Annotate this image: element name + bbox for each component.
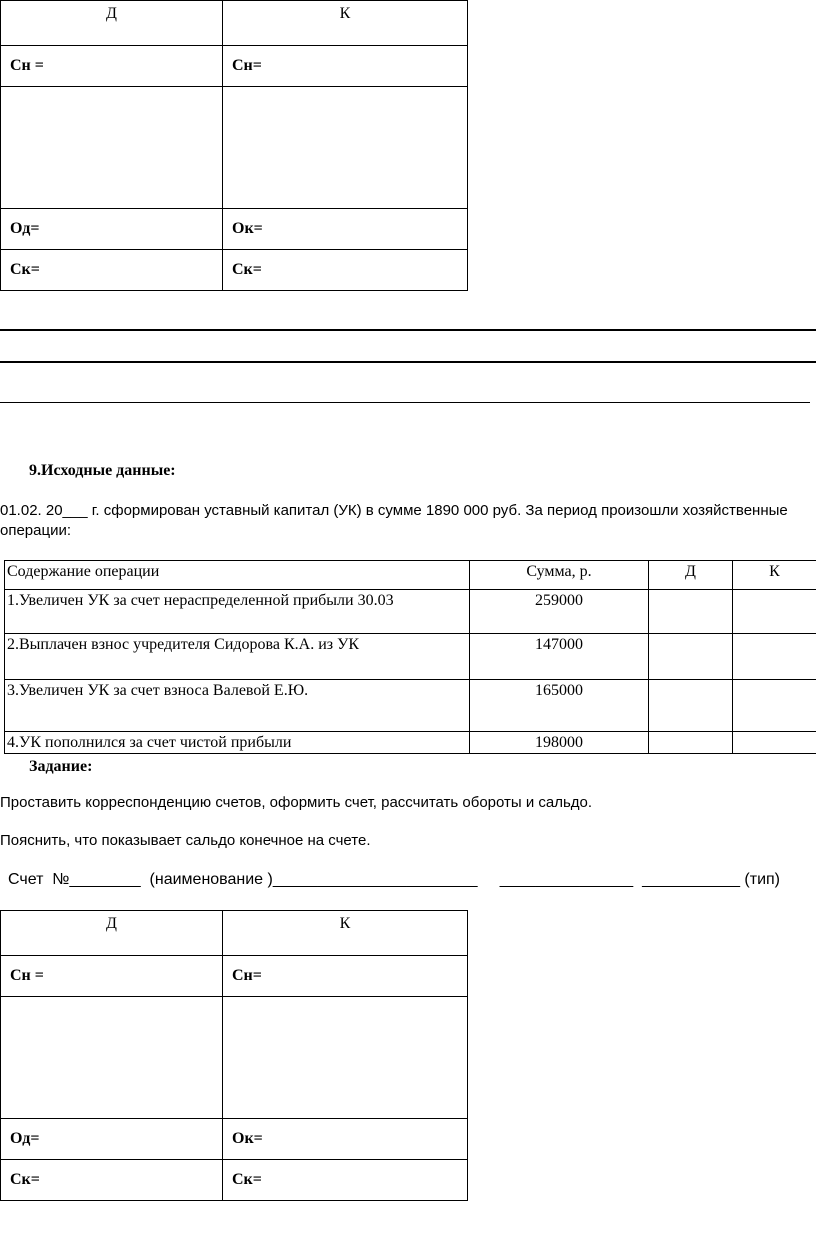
separator-line-3: [0, 402, 810, 403]
separator-line-1: [0, 329, 816, 331]
opening-balance-debit: Сн =: [1, 46, 223, 87]
table-row: [5, 680, 816, 732]
operation-sum: 198000: [470, 732, 649, 754]
operation-text: 2.Выплачен взнос учредителя Сидорова К.А. из УК: [5, 634, 470, 680]
table-row: [5, 732, 816, 754]
operation-sum: 165000: [470, 680, 649, 732]
operation-text: 1.Увеличен УК за счет нераспределенной прибыли 30.03: [5, 590, 470, 634]
operations-header-row: [5, 561, 816, 590]
t-account-top: [0, 0, 468, 291]
header-amount: Сумма, р.: [470, 561, 649, 590]
opening-balance-debit: Сн =: [1, 956, 223, 997]
closing-balance-debit: Ск=: [1, 250, 223, 291]
intro-paragraph: 01.02. 20___ г. сформирован уставный капитал (УК) в сумме 1890 000 руб. За период произошли хозяйственные операции:: [0, 502, 788, 539]
operation-sum: 259000: [470, 590, 649, 634]
header-credit: К: [733, 561, 816, 590]
credit-entries-area: [223, 997, 468, 1119]
task-line-1: Проставить корреспонденцию счетов, оформить счет, рассчитать обороты и сальдо.: [0, 794, 593, 811]
table-row: [5, 634, 816, 680]
section-title: 9.Исходные данные:: [29, 462, 176, 479]
operation-credit-cell: [733, 732, 816, 754]
t-account-bottom: [0, 910, 468, 1201]
operation-debit-cell: [649, 590, 733, 634]
operation-sum: 147000: [470, 634, 649, 680]
credit-header: К: [223, 911, 468, 956]
table-row: [5, 590, 816, 634]
debit-header: Д: [1, 1, 223, 46]
debit-entries-area: [1, 997, 223, 1119]
operation-text: 3.Увеличен УК за счет взноса Валевой Е.Ю.: [5, 680, 470, 732]
closing-balance-credit: Ск=: [223, 1160, 468, 1201]
task-title: Задание:: [29, 758, 93, 775]
debit-entries-area: [1, 87, 223, 209]
credit-header: К: [223, 1, 468, 46]
operation-debit-cell: [649, 680, 733, 732]
header-debit: Д: [649, 561, 733, 590]
operation-credit-cell: [733, 590, 816, 634]
header-operation-content: Содержание операции: [5, 561, 470, 590]
operation-credit-cell: [733, 680, 816, 732]
operations-table: [4, 560, 816, 754]
credit-turnover: Ок=: [223, 209, 468, 250]
closing-balance-debit: Ск=: [1, 1160, 223, 1201]
debit-turnover: Од=: [1, 1119, 223, 1160]
debit-turnover: Од=: [1, 209, 223, 250]
account-title-line: Счет №________ (наименование )_______________________ _______________ ___________ (тип): [8, 871, 781, 888]
operation-debit-cell: [649, 732, 733, 754]
credit-turnover: Ок=: [223, 1119, 468, 1160]
operation-debit-cell: [649, 634, 733, 680]
operation-text: 4.УК пополнился за счет чистой прибыли: [5, 732, 470, 754]
credit-entries-area: [223, 87, 468, 209]
operation-credit-cell: [733, 634, 816, 680]
task-line-2: Пояснить, что показывает сальдо конечное на счете.: [0, 832, 371, 849]
separator-line-2: [0, 361, 816, 363]
opening-balance-credit: Сн=: [223, 46, 468, 87]
closing-balance-credit: Ск=: [223, 250, 468, 291]
debit-header: Д: [1, 911, 223, 956]
opening-balance-credit: Сн=: [223, 956, 468, 997]
